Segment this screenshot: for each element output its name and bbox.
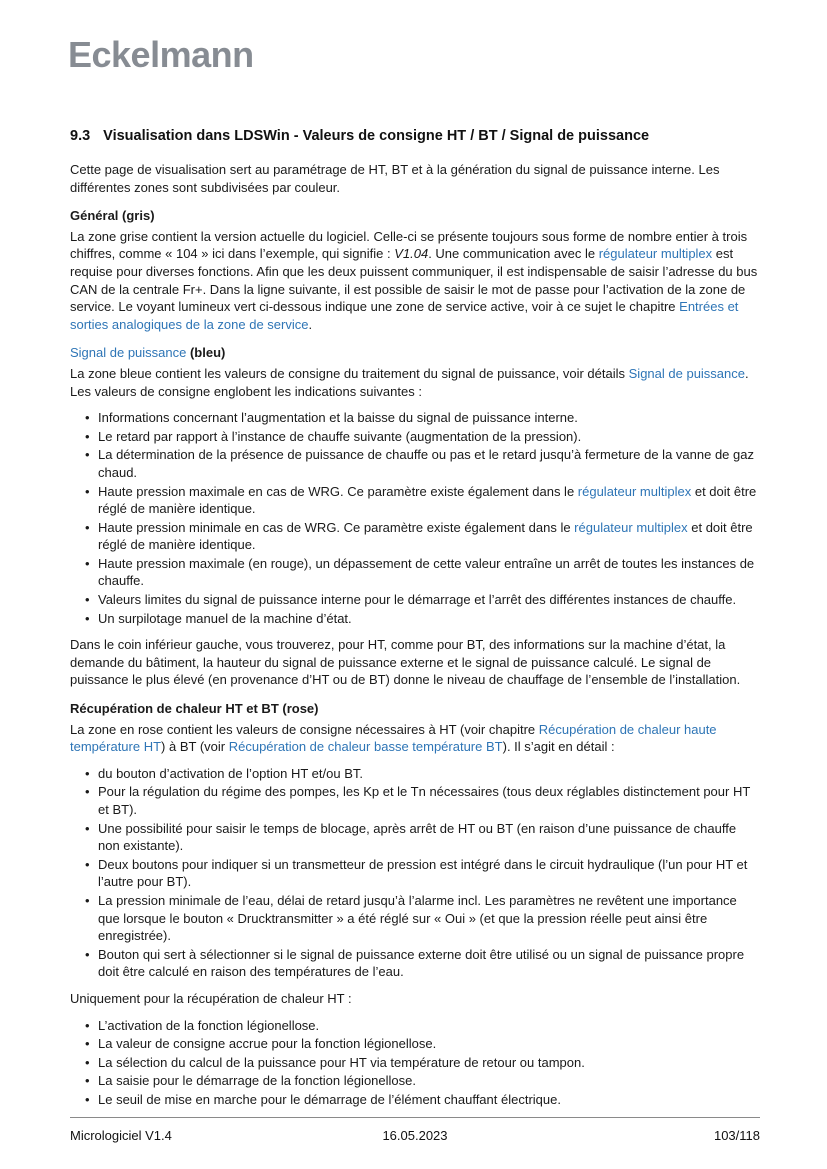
bullet-item bbox=[85, 409, 760, 427]
paragraph bbox=[70, 228, 760, 334]
paragraph bbox=[70, 990, 760, 1008]
page-footer bbox=[70, 1117, 760, 1143]
text-run: ) à BT (voir bbox=[161, 739, 229, 755]
subheading bbox=[70, 700, 760, 718]
text-run: La zone bleue contient les valeurs de consigne du traitement du signal de puissance, voir détails bbox=[70, 365, 629, 381]
text-run: Un surpilotage manuel de la machine d’état. bbox=[98, 610, 352, 626]
chapter-link[interactable]: régulateur multiplex bbox=[598, 246, 713, 262]
text-run: et doit être réglé de manière identique. bbox=[98, 519, 753, 553]
section-title: Visualisation dans LDSWin - Valeurs de consigne HT / BT / Signal de puissance bbox=[103, 128, 650, 144]
text-run: La zone grise contient la version actuelle du logiciel. Celle-ci se présente toujours sous forme de nombre entier à trois chiffres, comme « 104 » ici dans l’exemple, qui signifie : bbox=[70, 228, 748, 262]
bullet-item bbox=[85, 946, 760, 981]
chapter-link[interactable]: Récupération de chaleur haute température HT bbox=[70, 721, 717, 755]
text-run: L’activation de la fonction légionellose. bbox=[98, 1017, 320, 1033]
chapter-link[interactable]: Entrées et sorties analogiques de la zone de service bbox=[70, 299, 739, 332]
bullet-item bbox=[85, 610, 760, 628]
bullet-item bbox=[85, 1091, 760, 1109]
text-run: du bouton d’activation de l’option HT et/ou BT. bbox=[98, 765, 363, 781]
text-run: Le retard par rapport à l’instance de chauffe suivante (augmentation de la pression). bbox=[98, 428, 582, 444]
text-run: . Une communication avec le bbox=[428, 246, 599, 262]
paragraph bbox=[70, 636, 760, 689]
chapter-link[interactable]: Signal de puissance bbox=[70, 345, 187, 361]
text-run: Valeurs limites du signal de puissance interne pour le démarrage et l’arrêt des différentes instances de chauffe. bbox=[98, 592, 737, 608]
text-run: Haute pression maximale en cas de WRG. Ce paramètre existe également dans le bbox=[98, 483, 578, 499]
text-run: La zone en rose contient les valeurs de consigne nécessaires à HT (voir chapitre bbox=[70, 721, 539, 737]
bullet-item bbox=[85, 446, 760, 481]
text-run: La détermination de la présence de puissance de chauffe ou pas et le retard jusqu’à fermeture de la vanne de gaz chaud. bbox=[98, 447, 754, 480]
chapter-link[interactable]: régulateur multiplex bbox=[577, 483, 692, 499]
text-run: Deux boutons pour indiquer si un transmetteur de pression est intégré dans le circuit hydraulique (l’un pour HT et l’autre pour BT). bbox=[98, 856, 748, 890]
text-run: Cette page de visualisation sert au paramétrage de HT, BT et à la génération du signal de puissance interne. Les différentes zones sont subdivisées par couleur. bbox=[70, 162, 720, 195]
bullet-item bbox=[85, 1072, 760, 1090]
subheading bbox=[70, 207, 760, 225]
bullet-item bbox=[85, 591, 760, 609]
text-run: . Les valeurs de consigne englobent les indications suivantes : bbox=[70, 365, 749, 399]
text-run: V1.04 bbox=[394, 246, 429, 262]
bullet-list bbox=[70, 409, 760, 627]
text-run: Le seuil de mise en marche pour le démarrage de l’élément chauffant électrique. bbox=[98, 1091, 561, 1107]
bullet-item bbox=[85, 820, 760, 855]
text-run: Général (gris) bbox=[70, 208, 155, 224]
bullet-item bbox=[85, 765, 760, 783]
text-run: (bleu) bbox=[186, 345, 226, 361]
document-content bbox=[70, 127, 760, 1118]
text-run: et doit être réglé de manière identique. bbox=[98, 483, 757, 517]
text-run: La saisie pour le démarrage de la fonction légionellose. bbox=[98, 1073, 416, 1089]
text-run: Récupération de chaleur HT et BT (rose) bbox=[70, 701, 319, 717]
text-run: La sélection du calcul de la puissance pour HT via température de retour ou tampon. bbox=[98, 1054, 585, 1070]
bullet-list bbox=[70, 1017, 760, 1109]
text-run: . bbox=[308, 316, 313, 332]
text-run: est requise pour diverses fonctions. Afin que les deux puissent communiquer, il est indispensable de saisir l’adresse du bus CAN de la centrale Fr+. Dans la ligne suivante, il est possible de saisir le mot de passe pour l’activation de la zone de service. Le voyant lumineux vert ci-dessous indique une zone de service active, voir à ce sujet le chapitre bbox=[70, 246, 758, 315]
eckelmann-logo: Eckelmann bbox=[68, 34, 254, 75]
paragraph bbox=[70, 161, 760, 196]
text-run: La pression minimale de l’eau, délai de retard jusqu’à l’alarme incl. Les paramètres ne revêtent une importance que lorsque le bouton « Drucktransmitter » a été réglé sur « Oui » (et que la pression réelle peut ainsi être enregistrée). bbox=[98, 892, 737, 944]
paragraph bbox=[70, 721, 760, 756]
bullet-item bbox=[85, 1054, 760, 1072]
bullet-item bbox=[85, 1017, 760, 1035]
text-run: ). Il s’agit en détail : bbox=[502, 739, 615, 755]
bullet-item bbox=[85, 555, 760, 590]
paragraph bbox=[70, 365, 760, 400]
text-run: Uniquement pour la récupération de chaleur HT : bbox=[70, 990, 352, 1006]
bullet-item bbox=[85, 892, 760, 945]
text-run: Haute pression minimale en cas de WRG. Ce paramètre existe également dans le bbox=[98, 519, 575, 535]
chapter-link[interactable]: Signal de puissance bbox=[628, 365, 745, 381]
bullet-item bbox=[85, 519, 760, 554]
footer-page-number: 103/118 bbox=[713, 1128, 760, 1143]
chapter-link[interactable]: Récupération de chaleur basse température BT bbox=[228, 739, 503, 755]
bullet-item bbox=[85, 856, 760, 891]
footer-firmware-version: Micrologiciel V1.4 bbox=[70, 1128, 172, 1143]
section-heading bbox=[70, 127, 760, 146]
bullet-item bbox=[85, 428, 760, 446]
text-run: Pour la régulation du régime des pompes, les Kp et le Tn nécessaires (tous deux réglables distinctement pour HT et BT). bbox=[98, 784, 751, 817]
bullet-item bbox=[85, 483, 760, 518]
chapter-link[interactable]: régulateur multiplex bbox=[574, 519, 688, 535]
text-run: Dans le coin inférieur gauche, vous trouverez, pour HT, comme pour BT, des informations sur la machine d’état, la demande du bâtiment, la hauteur du signal de puissance externe et le signal de puissance calculé. Le signal de puissance le plus élevé (en provenance d’HT ou de BT) donne le niveau de chauffage de l’ensemble de l’installation. bbox=[70, 637, 741, 688]
text-run: Une possibilité pour saisir le temps de blocage, après arrêt de HT ou BT (en raison d’une puissance de chauffe non existante). bbox=[98, 820, 737, 854]
text-run: Haute pression maximale (en rouge), un dépassement de cette valeur entraîne un arrêt de toutes les instances de chauffe. bbox=[98, 555, 755, 589]
subheading bbox=[70, 344, 760, 362]
bullet-list bbox=[70, 765, 760, 981]
bullet-item bbox=[85, 1035, 760, 1053]
text-run: Informations concernant l’augmentation et la baisse du signal de puissance interne. bbox=[98, 410, 578, 426]
text-run: Bouton qui sert à sélectionner si le signal de puissance externe doit être utilisé ou un signal de puissance propre doit être calculé en raison des températures de l’eau. bbox=[98, 946, 745, 980]
bullet-item bbox=[85, 783, 760, 818]
section-number: 9.3 bbox=[70, 128, 91, 144]
text-run: La valeur de consigne accrue pour la fonction légionellose. bbox=[98, 1036, 437, 1052]
footer-date: 16.05.2023 bbox=[382, 1128, 448, 1143]
